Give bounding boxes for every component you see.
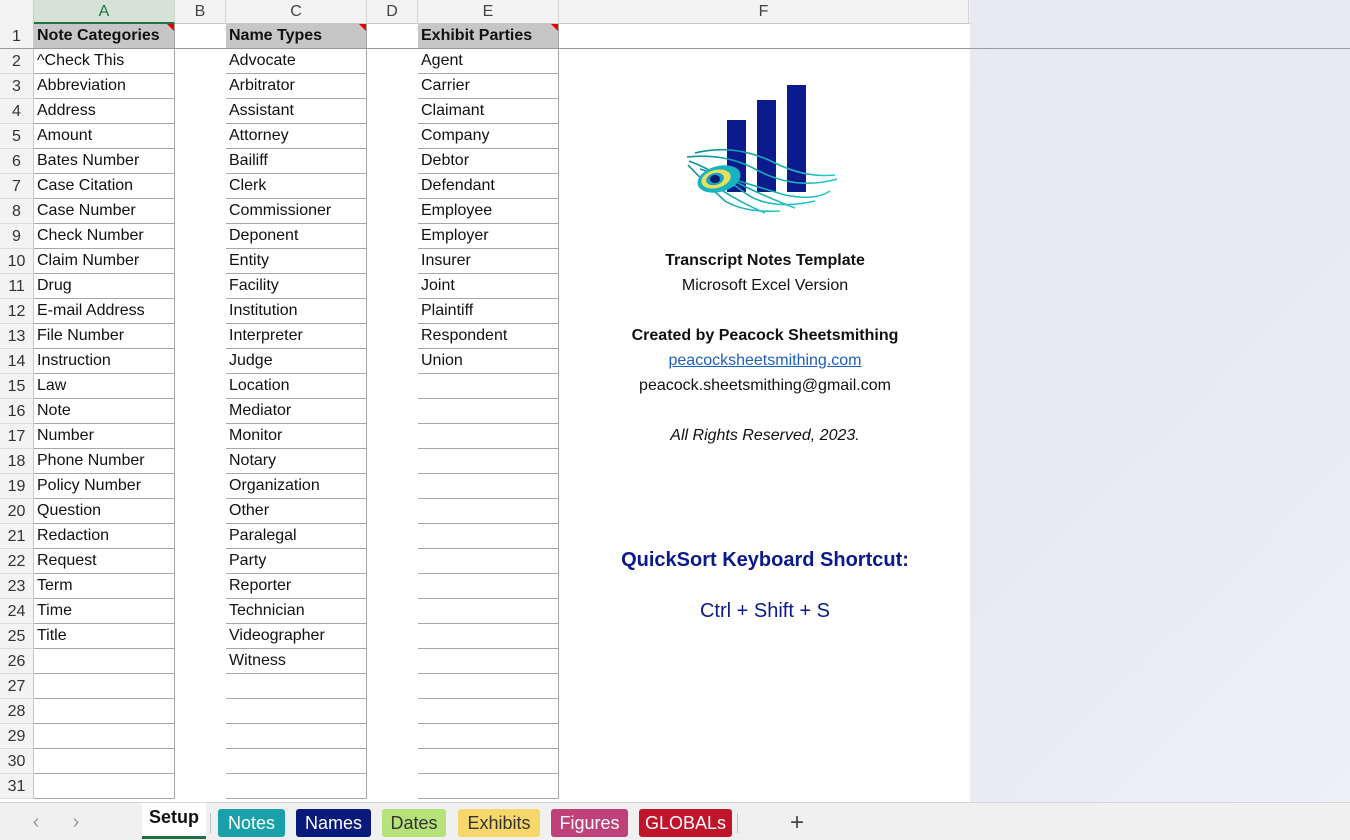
row-header-11[interactable]: 11: [0, 274, 34, 299]
row-header-22[interactable]: 22: [0, 549, 34, 574]
table-cell[interactable]: [418, 524, 559, 549]
shortcut-title: QuickSort Keyboard Shortcut:: [621, 549, 909, 571]
table-cell[interactable]: [226, 749, 367, 774]
table-cell[interactable]: Carrier: [418, 74, 559, 99]
table-cell[interactable]: [418, 774, 559, 799]
tab-notes[interactable]: Notes: [218, 809, 285, 837]
table-cell[interactable]: Other: [226, 499, 367, 524]
table-cell[interactable]: [418, 474, 559, 499]
website-link[interactable]: peacocksheetsmithing.com: [668, 352, 862, 369]
table-cell[interactable]: Time: [34, 599, 175, 624]
column-header-f[interactable]: F: [559, 0, 969, 24]
table-cell[interactable]: Plaintiff: [418, 299, 559, 324]
info-panel: [560, 49, 970, 802]
table-cell[interactable]: Notary: [226, 449, 367, 474]
table-cell[interactable]: [418, 549, 559, 574]
table-cell[interactable]: Law: [34, 374, 175, 399]
column-header-c[interactable]: C: [226, 0, 367, 24]
table-cell[interactable]: Note: [34, 399, 175, 424]
comment-indicator-icon[interactable]: [551, 24, 558, 31]
table-cell[interactable]: Facility: [226, 274, 367, 299]
table-cell[interactable]: Number: [34, 424, 175, 449]
table-cell[interactable]: [418, 649, 559, 674]
row-header-14[interactable]: 14: [0, 349, 34, 374]
row-header-29[interactable]: 29: [0, 724, 34, 749]
table-cell[interactable]: [226, 774, 367, 799]
table-cell[interactable]: [34, 649, 175, 674]
peacock-logo-icon: [685, 83, 845, 218]
row-header-15[interactable]: 15: [0, 374, 34, 399]
tab-divider: [737, 813, 738, 833]
row-header-9[interactable]: 9: [0, 224, 34, 249]
table-cell[interactable]: [34, 699, 175, 724]
column-header-e[interactable]: E: [418, 0, 559, 24]
table-cell[interactable]: Amount: [34, 124, 175, 149]
table-cell[interactable]: Organization: [226, 474, 367, 499]
table-cell[interactable]: Request: [34, 549, 175, 574]
shortcut-keys: Ctrl + Shift + S: [699, 600, 831, 622]
row-header-23[interactable]: 23: [0, 574, 34, 599]
table-cell[interactable]: Bates Number: [34, 149, 175, 174]
table-cell[interactable]: Case Citation: [34, 174, 175, 199]
chevron-right-icon[interactable]: ›: [72, 811, 80, 833]
table-cell[interactable]: Claimant: [418, 99, 559, 124]
table-cell[interactable]: [418, 674, 559, 699]
table-cell[interactable]: Agent: [418, 49, 559, 74]
table-cell[interactable]: [34, 749, 175, 774]
row-header-1[interactable]: 1: [0, 24, 34, 49]
table-cell[interactable]: Assistant: [226, 99, 367, 124]
row-header-20[interactable]: 20: [0, 499, 34, 524]
row-header-31[interactable]: 31: [0, 774, 34, 799]
table-cell[interactable]: Paralegal: [226, 524, 367, 549]
table-cell[interactable]: Case Number: [34, 199, 175, 224]
table-cell[interactable]: [418, 699, 559, 724]
row-header-19[interactable]: 19: [0, 474, 34, 499]
row-header-16[interactable]: 16: [0, 399, 34, 424]
table-cell[interactable]: Union: [418, 349, 559, 374]
table-cell[interactable]: Employee: [418, 199, 559, 224]
table-cell[interactable]: [418, 374, 559, 399]
table-cell[interactable]: Term: [34, 574, 175, 599]
table-cell[interactable]: Judge: [226, 349, 367, 374]
table-cell[interactable]: Party: [226, 549, 367, 574]
table-cell[interactable]: [418, 749, 559, 774]
table-cell[interactable]: Location: [226, 374, 367, 399]
table-cell[interactable]: [418, 574, 559, 599]
freeze-pane-line: [0, 48, 1350, 49]
table-cell[interactable]: Videographer: [226, 624, 367, 649]
row-header-17[interactable]: 17: [0, 424, 34, 449]
tab-dates[interactable]: Dates: [382, 809, 446, 837]
column-header-d[interactable]: D: [367, 0, 418, 24]
template-title: Transcript Notes Template: [665, 252, 865, 269]
note-categories-header[interactable]: Note Categories: [34, 24, 175, 49]
row-header-3[interactable]: 3: [0, 74, 34, 99]
table-cell[interactable]: Clerk: [226, 174, 367, 199]
row-header-13[interactable]: 13: [0, 324, 34, 349]
row-header-6[interactable]: 6: [0, 149, 34, 174]
table-cell[interactable]: Redaction: [34, 524, 175, 549]
row-header-4[interactable]: 4: [0, 99, 34, 124]
name-types-header[interactable]: Name Types: [226, 24, 367, 49]
row-header-30[interactable]: 30: [0, 749, 34, 774]
row-header-25[interactable]: 25: [0, 624, 34, 649]
rights-notice: All Rights Reserved, 2023.: [670, 427, 860, 444]
plus-icon[interactable]: +: [789, 809, 804, 836]
table-cell[interactable]: Attorney: [226, 124, 367, 149]
tab-globals[interactable]: GLOBALs: [639, 809, 732, 837]
table-cell[interactable]: ^Check This: [34, 49, 175, 74]
table-cell[interactable]: Company: [418, 124, 559, 149]
row-header-8[interactable]: 8: [0, 199, 34, 224]
row-header-2[interactable]: 2: [0, 49, 34, 74]
row-header-21[interactable]: 21: [0, 524, 34, 549]
table-cell[interactable]: [418, 449, 559, 474]
tab-divider: [210, 813, 211, 833]
table-cell[interactable]: Drug: [34, 274, 175, 299]
table-cell[interactable]: Commissioner: [226, 199, 367, 224]
table-cell[interactable]: [418, 399, 559, 424]
row-header-24[interactable]: 24: [0, 599, 34, 624]
table-cell[interactable]: Mediator: [226, 399, 367, 424]
table-cell[interactable]: Respondent: [418, 324, 559, 349]
table-cell[interactable]: [34, 774, 175, 799]
contact-email: peacock.sheetsmithing@gmail.com: [639, 377, 891, 394]
row-header-7[interactable]: 7: [0, 174, 34, 199]
creator-credit: Created by Peacock Sheetsmithing: [631, 327, 899, 344]
table-cell[interactable]: Question: [34, 499, 175, 524]
table-cell[interactable]: Joint: [418, 274, 559, 299]
tab-setup[interactable]: Setup: [142, 803, 206, 839]
table-cell[interactable]: Interpreter: [226, 324, 367, 349]
table-cell[interactable]: E-mail Address: [34, 299, 175, 324]
sheet-tab-bar: [0, 802, 1350, 840]
table-cell[interactable]: Bailiff: [226, 149, 367, 174]
tab-exhibits[interactable]: Exhibits: [458, 809, 540, 837]
table-cell[interactable]: Monitor: [226, 424, 367, 449]
table-cell[interactable]: Instruction: [34, 349, 175, 374]
row-header-27[interactable]: 27: [0, 674, 34, 699]
table-cell[interactable]: [418, 499, 559, 524]
table-cell[interactable]: Reporter: [226, 574, 367, 599]
table-cell[interactable]: Debtor: [418, 149, 559, 174]
table-cell[interactable]: Advocate: [226, 49, 367, 74]
select-all-corner[interactable]: [0, 0, 34, 24]
column-header-row: [0, 0, 970, 24]
table-cell[interactable]: Insurer: [418, 249, 559, 274]
table-cell[interactable]: Entity: [226, 249, 367, 274]
table-cell[interactable]: [34, 724, 175, 749]
table-cell[interactable]: Technician: [226, 599, 367, 624]
table-cell[interactable]: Abbreviation: [34, 74, 175, 99]
row-header-5[interactable]: 5: [0, 124, 34, 149]
table-cell[interactable]: [418, 724, 559, 749]
table-cell[interactable]: Phone Number: [34, 449, 175, 474]
table-cell[interactable]: Address: [34, 99, 175, 124]
table-cell[interactable]: [418, 424, 559, 449]
column-header-a[interactable]: A: [34, 0, 175, 24]
table-cell[interactable]: Policy Number: [34, 474, 175, 499]
comment-indicator-icon[interactable]: [359, 24, 366, 31]
table-cell[interactable]: Title: [34, 624, 175, 649]
row-header-10[interactable]: 10: [0, 249, 34, 274]
tab-names[interactable]: Names: [296, 809, 371, 837]
table-cell[interactable]: File Number: [34, 324, 175, 349]
table-cell[interactable]: [226, 674, 367, 699]
table-cell[interactable]: [226, 699, 367, 724]
exhibit-parties-header[interactable]: Exhibit Parties: [418, 24, 559, 49]
row-header-28[interactable]: 28: [0, 699, 34, 724]
table-cell[interactable]: Defendant: [418, 174, 559, 199]
table-cell[interactable]: [418, 624, 559, 649]
table-cell[interactable]: Employer: [418, 224, 559, 249]
tab-figures[interactable]: Figures: [551, 809, 628, 837]
chevron-left-icon[interactable]: ‹: [32, 811, 40, 833]
table-cell[interactable]: Deponent: [226, 224, 367, 249]
comment-indicator-icon[interactable]: [167, 24, 174, 31]
row-header-18[interactable]: 18: [0, 449, 34, 474]
table-cell[interactable]: [418, 599, 559, 624]
row-header-12[interactable]: 12: [0, 299, 34, 324]
row-header-26[interactable]: 26: [0, 649, 34, 674]
table-cell[interactable]: Check Number: [34, 224, 175, 249]
table-cell[interactable]: Witness: [226, 649, 367, 674]
table-cell[interactable]: [226, 724, 367, 749]
table-cell[interactable]: [34, 674, 175, 699]
table-cell[interactable]: Claim Number: [34, 249, 175, 274]
table-cell[interactable]: Institution: [226, 299, 367, 324]
column-header-b[interactable]: B: [175, 0, 226, 24]
table-cell[interactable]: Arbitrator: [226, 74, 367, 99]
template-version: Microsoft Excel Version: [681, 277, 849, 294]
